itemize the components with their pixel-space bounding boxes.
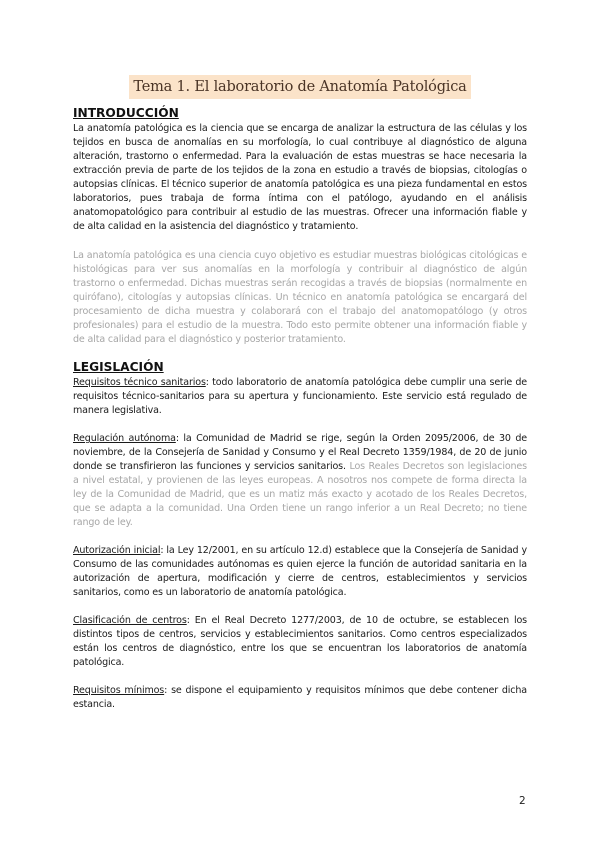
intro-heading: INTRODUCCIÓN (73, 106, 179, 120)
legislacion-item (73, 432, 527, 530)
intro-summary-paragraph: La anatomía patológica es una ciencia cuyo objetivo es estudiar muestras biológicas citológicas e histológicas para ver sus anomalías en la morfología y contribuir al diagnóstico de algún trastorno o enfermedad. Dichas muestras serán recogidas a través de biopsias (normalmente en quirófano), citologías y autopsias clínicas. Un técnico en anatomía patológica se encargará del procesamiento de dicha muestra y colaborará con el trabajo del anatomopatólogo (y otros profesionales) para el estudio de la muestra. Todo esto permite obtener una información fiable y de alta calidad para el diagnóstico y posterior tratamiento. (73, 250, 527, 345)
legislacion-item (73, 684, 527, 712)
item-text: : En el Real Decreto 1277/2003, de 10 de octubre, se establecen los distintos tipos de centros, servicios y establecimientos sanitarios. Como centros especializados están los centros de diagnóstico, entre los que se encuentran los laboratorios de anatomía patológica. (73, 615, 527, 668)
legislacion-item (73, 376, 527, 418)
item-text: : se dispone el equipamiento y requisitos mínimos que debe contener dicha estancia. (73, 685, 527, 710)
item-label: Regulación autónoma (73, 433, 176, 444)
legislacion-item (73, 614, 527, 670)
intro-paragraph: La anatomía patológica es la ciencia que se encarga de analizar la estructura de las células y los tejidos en busca de anomalías en su morfología, lo cual contribuye al diagnóstico de alguna alteración, trastorno o enfermedad. Para la evaluación de estas muestras se hace necesaria la extracción previa de parte de los tejidos de la zona en estudio a través de biopsias, citologías o autopsias clínicas. El técnico superior de anatomía patológica es una pieza fundamental en estos laboratorios, pues trabaja de forma íntima con el patólogo, ayudando en el análisis anatomopatológico para contribuir al estudio de las muestras. Ofrecer una información fiable y de alta calidad en la asistencia del diagnóstico y tratamiento. (73, 123, 527, 232)
item-label: Requisitos técnico sanitarios (73, 377, 206, 388)
legislacion-heading: LEGISLACIÓN (73, 360, 164, 374)
item-label: Autorización inicial (73, 545, 161, 556)
item-note: Los Reales Decretos son legislaciones a nivel estatal, y provienen de las leyes europeas. A nosotros nos compete de forma directa la ley de la Comunidad de Madrid, que es un matiz más exacto y acotado de los Reales Decretos, que se adapta a la comunidad. Una Orden tiene un rango inferior a un Real Decreto; no tiene rango de ley. (73, 461, 527, 528)
item-text: : todo laboratorio de anatomía patológica debe cumplir una serie de requisitos técnico-sanitarios para su apertura y funcionamiento. Este servicio está regulado de manera legislativa. (73, 377, 527, 416)
item-label: Requisitos mínimos (73, 685, 165, 696)
legislacion-item (73, 544, 527, 600)
item-text: : la Comunidad de Madrid se rige, según la Orden 2095/2006, de 30 de noviembre, de la Consejería de Sanidad y Consumo y el Real Decreto 1359/1984, de 20 de junio donde se transfirieron las funciones y servicios sanitarios. (73, 433, 527, 472)
item-text: : la Ley 12/2001, en su artículo 12.d) establece que la Consejería de Sanidad y Consumo de las comunidades autónomas es quien ejerce la función de autoridad sanitaria en la autorización de apertura, modificación y cierre de centros, establecimientos y servicios sanitarios, como es un laboratorio de anatomía patológica. (73, 545, 527, 598)
document-body (73, 105, 527, 712)
item-label: Clasificación de centros (73, 615, 187, 626)
page-number: 2 (519, 795, 526, 807)
page-title: Tema 1. El laboratorio de Anatomía Patológica (129, 75, 470, 99)
title-wrapper (0, 75, 600, 99)
